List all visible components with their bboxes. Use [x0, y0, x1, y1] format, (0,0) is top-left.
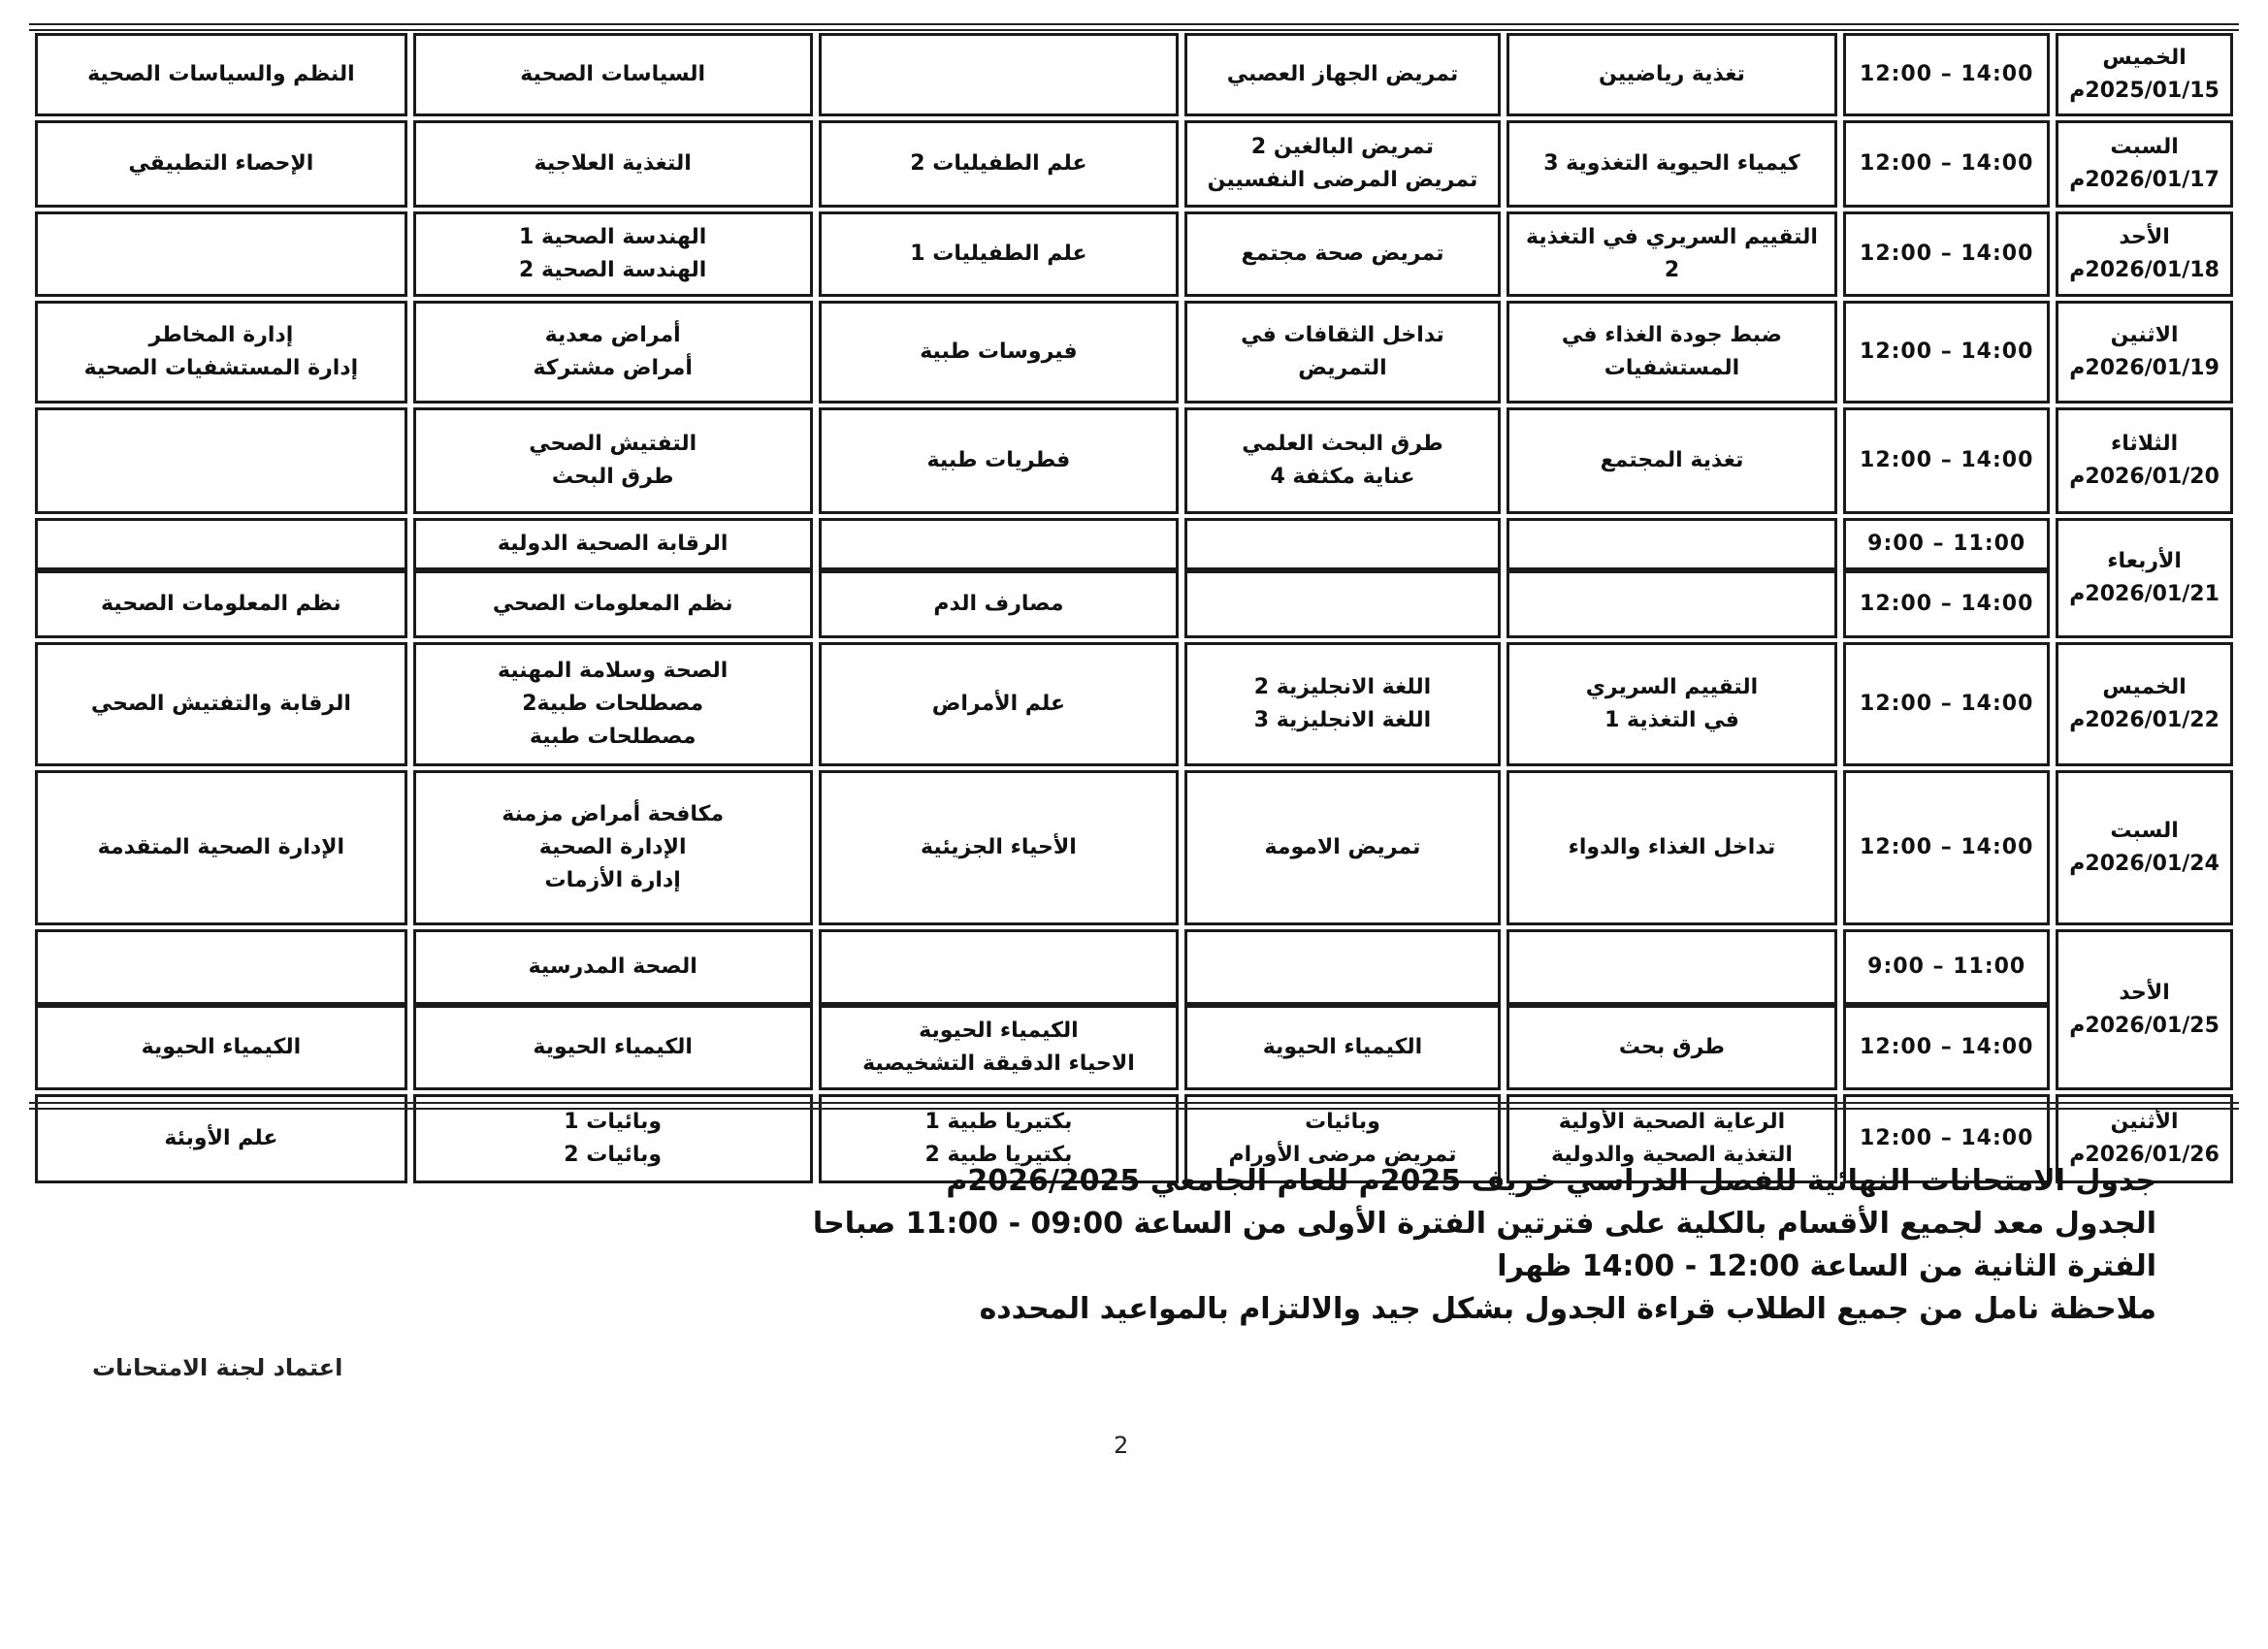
- subject-name: تمريض المرضى النفسيين: [1207, 168, 1478, 192]
- exam-subject-cell: [1184, 642, 1500, 766]
- time-cell: 12:00 – 14:00: [1843, 120, 2050, 208]
- table-row: [35, 570, 2233, 638]
- exam-subject-cell: [35, 770, 407, 925]
- exam-subject-cell: [413, 33, 813, 116]
- exam-subject-cell: [1507, 211, 1838, 297]
- subject-name: الكيمياء الحيوية: [919, 1018, 1079, 1043]
- exam-subject-cell: [1507, 407, 1838, 514]
- exam-subject-cell: [413, 1005, 813, 1090]
- exam-date: 2026/01/22م: [2069, 708, 2219, 732]
- subject-name: إدارة الأزمات: [544, 868, 681, 892]
- day-name: الأربعاء: [2107, 549, 2182, 573]
- subject-name: أمراض معدية: [544, 323, 681, 347]
- day-date-cell: [2056, 33, 2233, 116]
- subject-name: نظم المعلومات الصحية: [101, 592, 341, 616]
- subject-name: التقييم السريري في التغذية 2: [1525, 225, 1818, 282]
- exam-subject-cell: [35, 301, 407, 404]
- empty-cell: [35, 211, 407, 297]
- table-row: [35, 33, 2233, 116]
- day-date-cell: [2056, 211, 2233, 297]
- exam-committee-signature: اعتماد لجنة الامتحانات: [92, 1354, 343, 1381]
- exam-subject-cell: [1184, 120, 1500, 208]
- subject-name: تمريض الامومة: [1264, 835, 1421, 859]
- subject-name: مصطلحات طبية: [529, 725, 697, 749]
- subject-name: أمراض مشتركة: [533, 356, 693, 380]
- subject-name: علم الطفيليات 2: [910, 151, 1087, 176]
- schedule-title: جدول الامتحانات النهائية للفصل الدراسي خريف 2025م للعام الجامعي 2026/2025م: [946, 1164, 2156, 1198]
- top-rule-inner: [29, 29, 2239, 31]
- exam-date: 2026/01/19م: [2069, 356, 2219, 380]
- exam-subject-cell: [819, 211, 1180, 297]
- exam-subject-cell: [413, 120, 813, 208]
- subject-name: كيمياء الحيوية التغذوية 3: [1543, 151, 1800, 176]
- empty-cell: [1507, 518, 1838, 570]
- day-name: الأحد: [2119, 981, 2170, 1005]
- day-name: السبت: [2110, 135, 2179, 159]
- time-cell: 9:00 – 11:00: [1843, 929, 2050, 1005]
- subject-name: مصطلحات طبية2: [522, 692, 704, 716]
- subject-name: الكيمياء الحيوية: [141, 1035, 302, 1059]
- subject-name: التفتيش الصحي: [529, 432, 697, 456]
- subject-name: تغذية المجتمع: [1600, 448, 1744, 472]
- subject-name: علم الأوبئة: [164, 1126, 278, 1150]
- time-cell: 12:00 – 14:00: [1843, 301, 2050, 404]
- table-row: [35, 642, 2233, 766]
- subject-name: تداخل الثقافات في التمريض: [1241, 323, 1444, 380]
- exam-subject-cell: [413, 407, 813, 514]
- exam-subject-cell: [1507, 33, 1838, 116]
- exam-subject-cell: [1184, 33, 1500, 116]
- exam-subject-cell: [35, 642, 407, 766]
- subject-name: تمريض الجهاز العصبي: [1226, 62, 1459, 86]
- day-date-cell: [2056, 301, 2233, 404]
- exam-subject-cell: [1507, 1005, 1838, 1090]
- subject-name: نظم المعلومات الصحي: [492, 592, 733, 616]
- subject-name: السياسات الصحية: [520, 62, 706, 86]
- exam-subject-cell: [1507, 301, 1838, 404]
- time-cell: 12:00 – 14:00: [1843, 1094, 2050, 1183]
- subject-name: اللغة الانجليزية 2: [1253, 675, 1432, 699]
- exam-schedule-table: [29, 33, 2239, 1183]
- subject-name: عناية مكثفة 4: [1270, 465, 1415, 489]
- exam-subject-cell: [1507, 642, 1838, 766]
- day-name: الأثنين: [2110, 1110, 2179, 1134]
- table-row: [35, 301, 2233, 404]
- subject-name: اللغة الانجليزية 3: [1253, 708, 1432, 732]
- day-date-cell: [2056, 407, 2233, 514]
- subject-name: الأحياء الجزيئية: [921, 835, 1077, 859]
- exam-date: 2026/01/18م: [2069, 258, 2219, 282]
- time-cell: 12:00 – 14:00: [1843, 211, 2050, 297]
- exam-subject-cell: [413, 929, 813, 1005]
- table-row: [35, 518, 2233, 570]
- day-date-cell: [2056, 929, 2233, 1090]
- student-note: ملاحظة نامل من جميع الطلاب قراءة الجدول بشكل جيد والالتزام بالمواعيد المحدده: [979, 1292, 2156, 1326]
- exam-subject-cell: [1184, 770, 1500, 925]
- exam-subject-cell: [35, 570, 407, 638]
- subject-name: بكتيريا طبية 1: [924, 1110, 1073, 1134]
- subject-name: الإدارة الصحية: [538, 835, 687, 859]
- subject-name: تمريض البالغين 2: [1250, 135, 1435, 159]
- empty-cell: [35, 518, 407, 570]
- subject-name: المستشفيات: [1604, 356, 1740, 380]
- exam-subject-cell: [35, 120, 407, 208]
- subject-name: الإدارة الصحية المتقدمة: [97, 835, 345, 859]
- subject-name: طرق بحث: [1618, 1035, 1726, 1059]
- subject-name: تمريض صحة مجتمع: [1241, 242, 1444, 266]
- empty-cell: [1184, 929, 1500, 1005]
- day-name: الخميس: [2102, 46, 2187, 70]
- table-row: [35, 1005, 2233, 1090]
- subject-name: التغذية الصحية والدولية: [1551, 1143, 1793, 1167]
- exam-date: 2026/01/17م: [2069, 168, 2219, 192]
- exam-subject-cell: [819, 1005, 1180, 1090]
- subject-name: مكافحة أمراض مزمنة: [502, 802, 725, 826]
- subject-name: النظم والسياسات الصحية: [87, 62, 355, 86]
- day-name: الاثنين: [2110, 323, 2179, 347]
- exam-subject-cell: [1184, 1005, 1500, 1090]
- subject-name: بكتيريا طبية 2: [924, 1143, 1073, 1167]
- subject-name: إدارة المستشفيات الصحية: [83, 356, 359, 380]
- exam-date: 2025/01/15م: [2069, 79, 2219, 103]
- subject-name: التقييم السريري: [1585, 675, 1759, 699]
- subject-name: علم الأمراض: [931, 692, 1066, 716]
- subject-name: فطريات طبية: [926, 448, 1071, 472]
- exam-subject-cell: [413, 211, 813, 297]
- empty-cell: [1507, 929, 1838, 1005]
- empty-cell: [35, 929, 407, 1005]
- day-name: الأحد: [2119, 225, 2170, 249]
- subject-name: وبائيات 2: [564, 1143, 663, 1167]
- subject-name: الكيمياء الحيوية: [533, 1035, 693, 1059]
- exam-subject-cell: [819, 407, 1180, 514]
- day-name: السبت: [2110, 819, 2179, 843]
- exam-subject-cell: [35, 33, 407, 116]
- time-cell: 12:00 – 14:00: [1843, 33, 2050, 116]
- day-date-cell: [2056, 642, 2233, 766]
- subject-name: الرعاية الصحية الأولية: [1558, 1110, 1786, 1134]
- empty-cell: [819, 518, 1180, 570]
- exam-subject-cell: [413, 570, 813, 638]
- exam-subject-cell: [413, 518, 813, 570]
- table-row: [35, 770, 2233, 925]
- day-date-cell: [2056, 770, 2233, 925]
- table-row: [35, 407, 2233, 514]
- empty-cell: [1184, 518, 1500, 570]
- exam-subject-cell: [413, 770, 813, 925]
- exam-subject-cell: [1507, 120, 1838, 208]
- subject-name: ضبط جودة الغذاء في: [1561, 323, 1783, 347]
- time-cell: 12:00 – 14:00: [1843, 770, 2050, 925]
- subject-name: إدارة المخاطر: [148, 323, 294, 347]
- subject-name: وبائيات 1: [564, 1110, 663, 1134]
- day-name: الخميس: [2102, 675, 2187, 699]
- second-period-note: الفترة الثانية من الساعة 12:00 - 14:00 ظهرا: [1497, 1249, 2156, 1283]
- table-row: [35, 211, 2233, 297]
- empty-cell: [1184, 570, 1500, 638]
- subject-name: الإحصاء التطبيقي: [128, 151, 314, 176]
- subject-name: الهندسة الصحية 1: [519, 225, 707, 249]
- subject-name: علم الطفيليات 1: [910, 242, 1087, 266]
- exam-date: 2026/01/25م: [2069, 1014, 2219, 1038]
- exam-subject-cell: [413, 301, 813, 404]
- top-rule: [29, 23, 2239, 25]
- exam-subject-cell: [1184, 301, 1500, 404]
- exam-subject-cell: [35, 1005, 407, 1090]
- exam-subject-cell: [1507, 770, 1838, 925]
- time-cell: 12:00 – 14:00: [1843, 570, 2050, 638]
- day-name: الثلاثاء: [2110, 432, 2179, 456]
- subject-name: الهندسة الصحية 2: [519, 258, 707, 282]
- bottom-rule-inner: [29, 1108, 2239, 1110]
- exam-date: 2026/01/21م: [2069, 582, 2219, 606]
- table-row: [35, 120, 2233, 208]
- subject-name: الاحياء الدقيقة التشخيصية: [862, 1051, 1135, 1076]
- page-number: 2: [1114, 1432, 1129, 1459]
- exam-date: 2026/01/26م: [2069, 1143, 2219, 1167]
- empty-cell: [819, 929, 1180, 1005]
- exam-subject-cell: [413, 642, 813, 766]
- exam-subject-cell: [819, 770, 1180, 925]
- schedule-notes: [813, 1160, 2156, 1331]
- exam-subject-cell: [819, 570, 1180, 638]
- time-cell: 12:00 – 14:00: [1843, 1005, 2050, 1090]
- subject-name: الرقابة الصحية الدولية: [497, 532, 729, 556]
- exam-subject-cell: [819, 120, 1180, 208]
- subject-name: طرق البحث العلمي: [1242, 432, 1443, 456]
- time-cell: 9:00 – 11:00: [1843, 518, 2050, 570]
- empty-cell: [35, 407, 407, 514]
- subject-name: وبائيات: [1305, 1110, 1380, 1134]
- bottom-rule: [29, 1102, 2239, 1104]
- day-date-cell: [2056, 120, 2233, 208]
- first-period-note: الجدول معد لجميع الأقسام بالكلية على فترتين الفترة الأولى من الساعة 09:00 - 11:00 صباحا: [812, 1207, 2156, 1241]
- exam-subject-cell: [819, 642, 1180, 766]
- subject-name: مصارف الدم: [933, 592, 1064, 616]
- exam-date: 2026/01/20م: [2069, 465, 2219, 489]
- subject-name: طرق البحث: [551, 465, 674, 489]
- table-row: [35, 929, 2233, 1005]
- subject-name: فيروسات طبية: [920, 340, 1078, 364]
- exam-subject-cell: [819, 301, 1180, 404]
- exam-date: 2026/01/24م: [2069, 852, 2219, 876]
- subject-name: تمريض مرضى الأورام: [1228, 1143, 1457, 1167]
- subject-name: الصحة وسلامة المهنية: [497, 659, 729, 683]
- exam-subject-cell: [1184, 407, 1500, 514]
- day-date-cell: [2056, 518, 2233, 638]
- subject-name: التغذية العلاجية: [534, 151, 692, 176]
- time-cell: 12:00 – 14:00: [1843, 407, 2050, 514]
- subject-name: تغذية رياضيين: [1599, 62, 1745, 86]
- subject-name: الصحة المدرسية: [528, 954, 697, 979]
- time-cell: 12:00 – 14:00: [1843, 642, 2050, 766]
- subject-name: الرقابة والتفتيش الصحي: [90, 692, 351, 716]
- subject-name: في التغذية 1: [1604, 708, 1739, 732]
- empty-cell: [819, 33, 1180, 116]
- empty-cell: [1507, 570, 1838, 638]
- subject-name: الكيمياء الحيوية: [1262, 1035, 1423, 1059]
- subject-name: تداخل الغذاء والدواء: [1568, 835, 1776, 859]
- exam-subject-cell: [1184, 211, 1500, 297]
